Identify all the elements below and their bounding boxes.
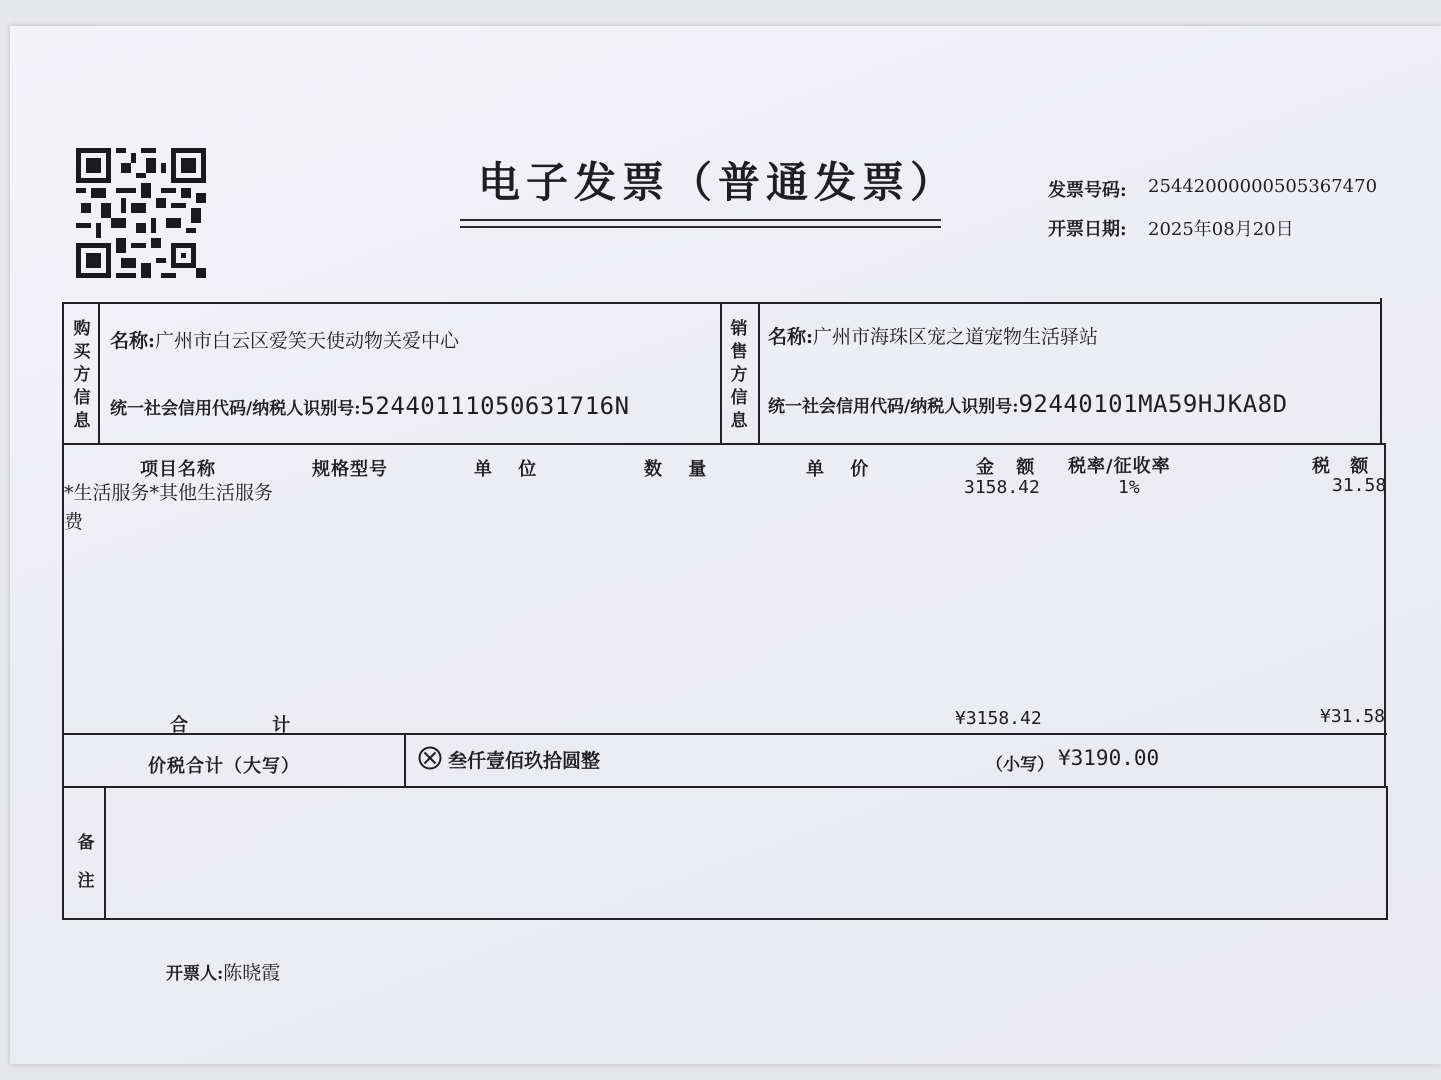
table-top-border [62,302,1382,304]
invoice-date: 2025年08月20日 [1148,219,1294,240]
invoice-title: 电子发票（普通发票） [478,158,959,207]
remarks-right-border [1386,786,1388,920]
col-tax: 税 额 [1312,456,1370,477]
grand-total-lowercase: ¥3190.00 [1058,746,1160,770]
grand-total-label: 价税合计（大写） [148,756,300,777]
buyer-code-label: 统一社会信用代码/纳税人识别号: [110,399,361,419]
invoice-date-label: 开票日期: [1048,219,1127,240]
col-spec: 规格型号 [312,459,388,480]
issuer-name: 陈晓霞 [223,962,281,984]
party-bottom-border [62,443,1384,445]
item-name-line2: 费 [64,511,84,533]
party-right-border [1380,298,1382,444]
seller-section-label: 销 售 方 信 息 [730,319,748,431]
seller-tax-code: 92440101MA59HJKA8D [1018,390,1288,418]
item-tax-rate: 1% [1118,477,1140,498]
buyer-name-label: 名称: [110,330,156,352]
col-quantity: 数 量 [644,459,708,480]
party-middle-divider [720,302,722,444]
col-unit: 单 位 [474,459,538,480]
issuer-label: 开票人: [166,964,224,984]
item-amount: 3158.42 [964,477,1040,498]
grand-total-uppercase: 叁仟壹佰玖拾圆整 [448,750,601,772]
buyer-label-divider [98,302,100,444]
seller-code-label: 统一社会信用代码/纳税人识别号: [768,397,1019,417]
total-tax: ¥31.58 [1320,706,1386,727]
seller-name-label: 名称: [768,326,814,348]
title-underline-1 [460,219,941,221]
item-name-line1: *生活服务*其他生活服务 [64,482,274,504]
seller-label-divider [758,302,760,444]
seller-name: 广州市海珠区宠之道宠物生活驿站 [813,326,1099,348]
circle-x-icon [418,746,442,770]
col-item-name: 项目名称 [140,459,216,480]
col-amount: 金 额 [976,457,1036,478]
buyer-name-row [110,326,459,353]
buyer-code-row [110,392,630,420]
invoice-number: 25442000000505367470 [1148,176,1378,197]
invoice-number-label: 发票号码: [1048,180,1127,201]
grand-total-divider [404,733,406,788]
remarks-label: 备 注 [77,833,95,891]
seller-code-row [768,390,1288,418]
qr-code-icon [76,148,206,278]
table-bottom-border [64,918,1388,920]
grand-total-lowercase-label: （小写） [986,755,1054,775]
buyer-section-label: 购 买 方 信 息 [73,319,91,431]
total-amount: ¥3158.42 [955,708,1042,729]
buyer-tax-code: 52440111050631716N [360,392,630,420]
col-tax-rate: 税率/征收率 [1068,456,1171,477]
buyer-name: 广州市白云区爱笑天使动物关爱中心 [155,330,460,352]
title-underline-2 [460,226,941,228]
col-unit-price: 单 价 [806,459,870,480]
item-tax: 31.58 [1332,475,1387,496]
total-label: 合 计 [170,715,292,736]
issuer-row [166,958,280,985]
grand-total-bottom-border [64,786,1387,788]
table-left-border [62,302,64,920]
seller-name-row [768,322,1098,349]
remarks-label-divider [104,786,106,920]
